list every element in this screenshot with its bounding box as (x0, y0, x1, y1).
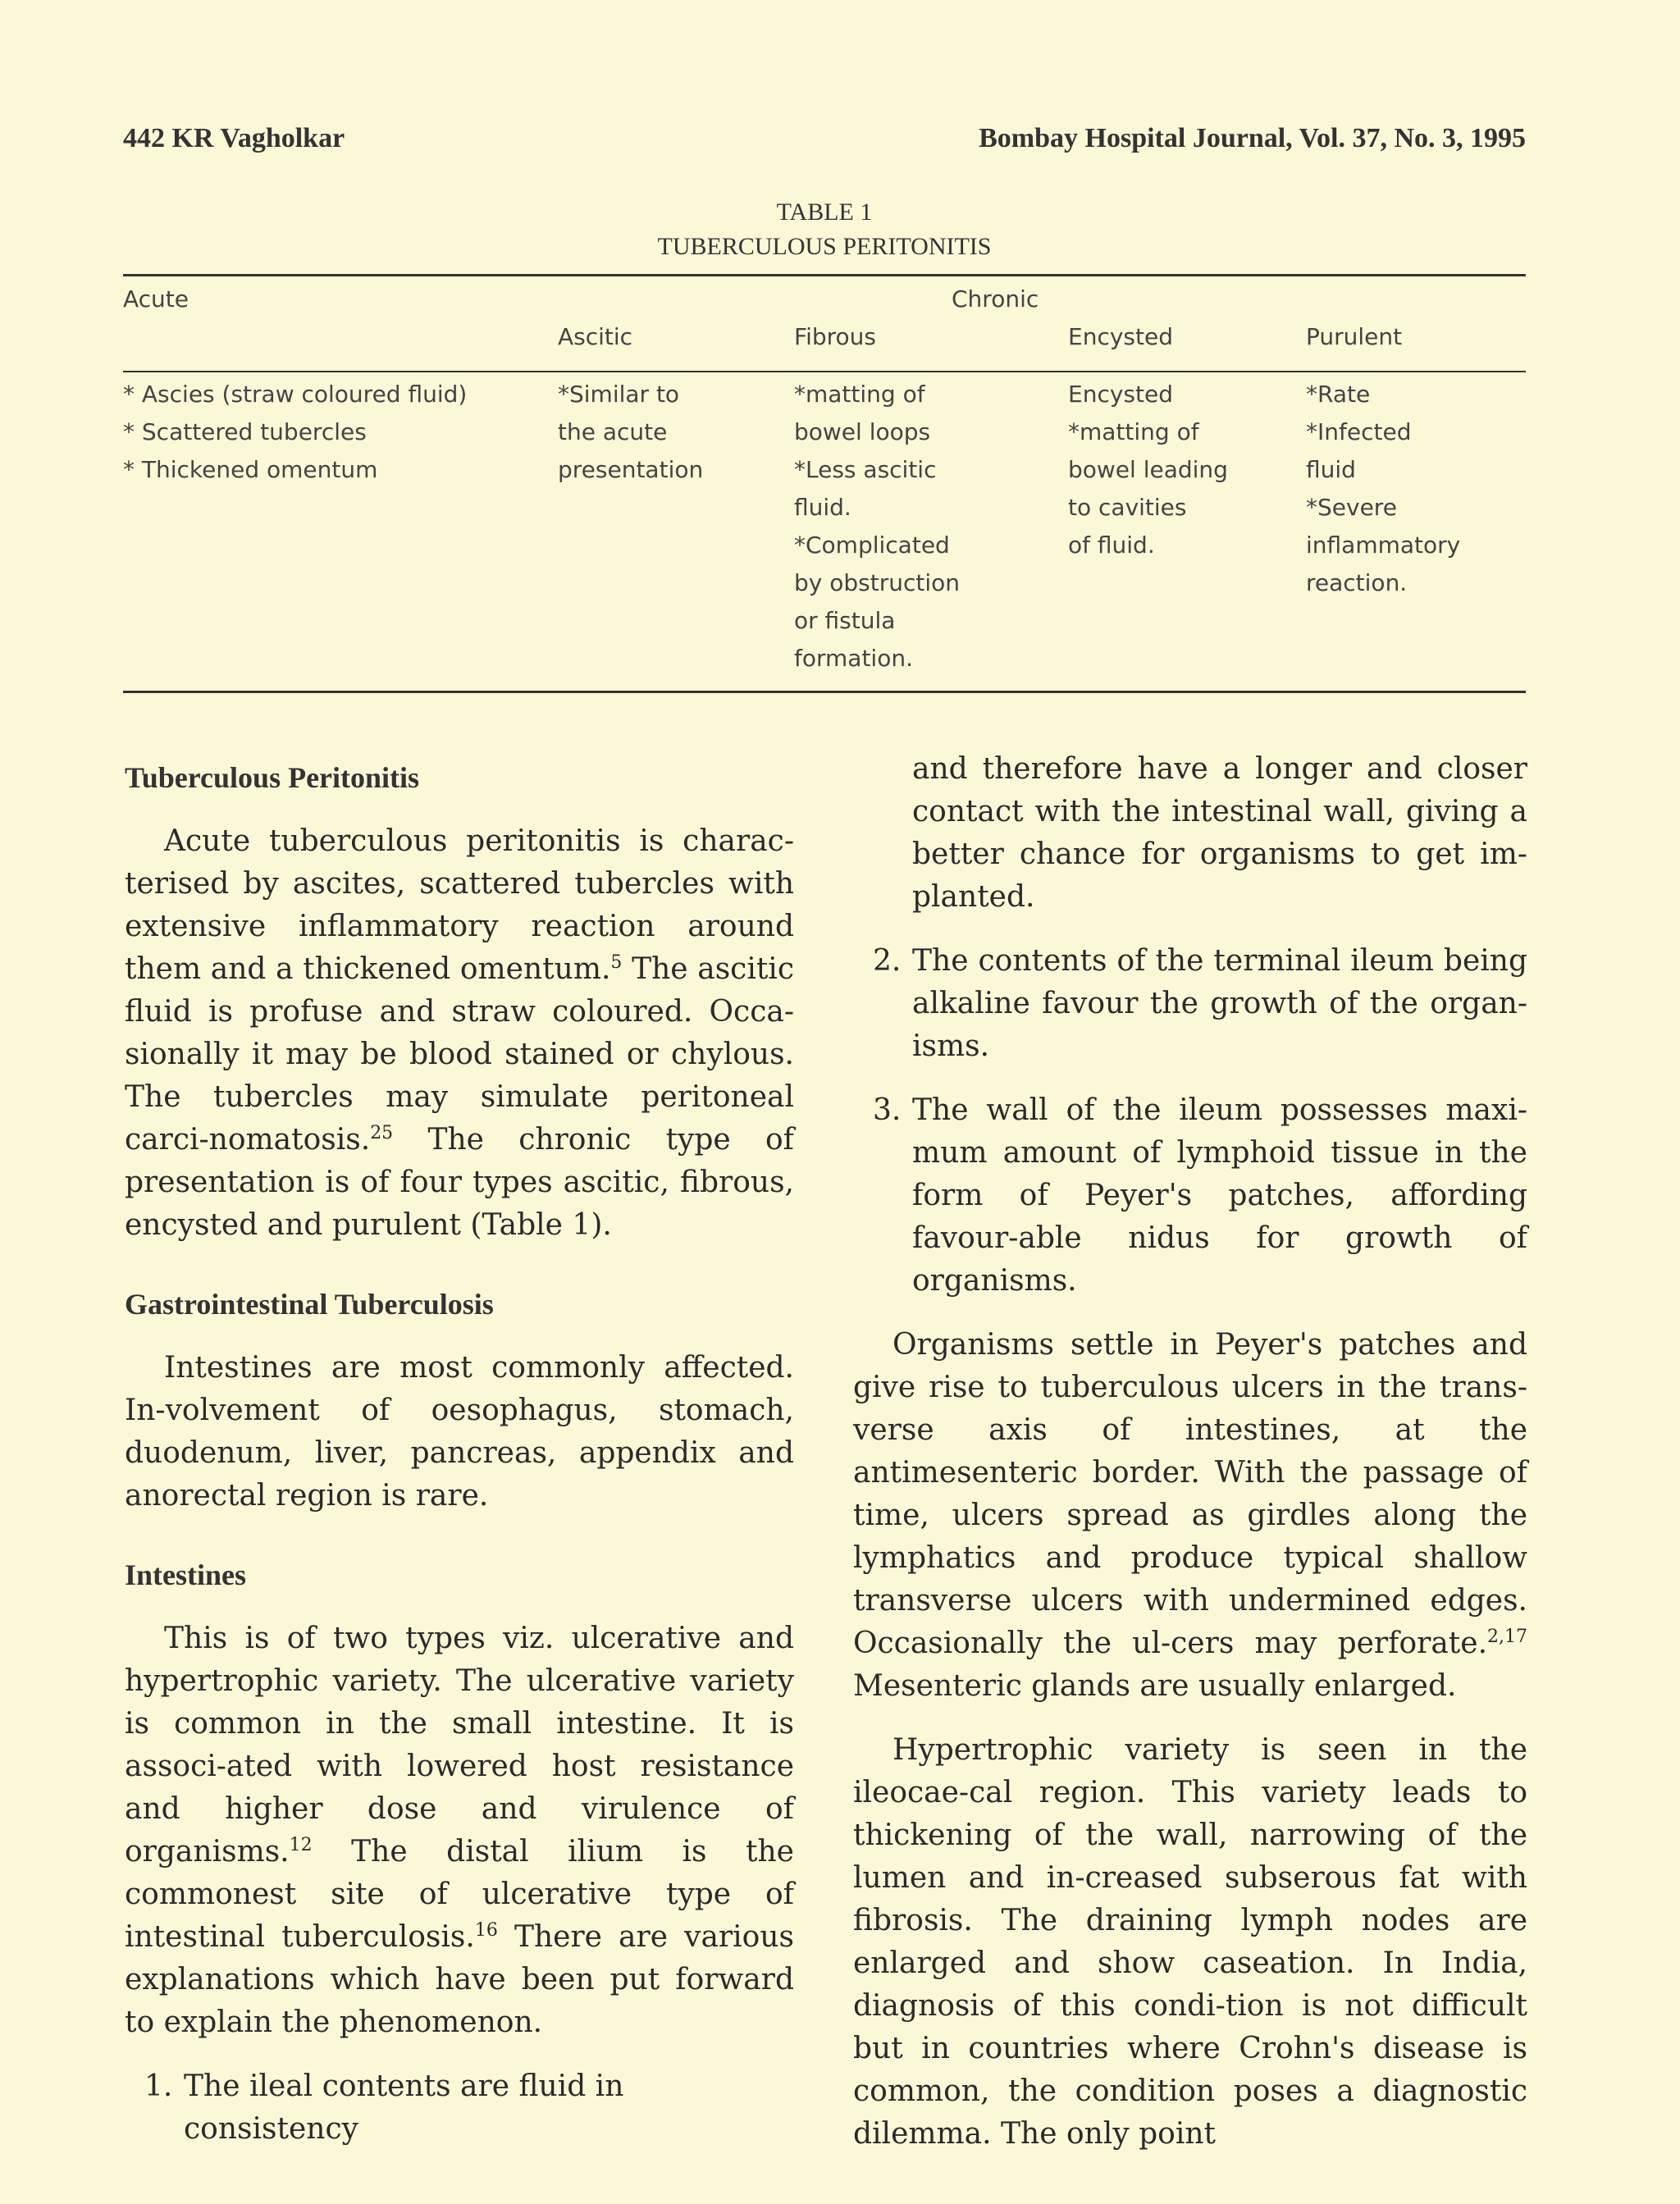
cell-line: *Less ascitic (794, 456, 937, 483)
right-column (853, 748, 1527, 2156)
list-item-continued (853, 748, 1527, 919)
col-encysted-heading: Encysted (1068, 323, 1173, 350)
list-item (853, 940, 1527, 1068)
text: The chronic type of presentation is of four types ascitic, fibrous, encysted and purulent (Table 1). (125, 1123, 794, 1242)
citation: 12 (289, 1835, 313, 1855)
text: There are various explanations which have been put forward to explain the phenomenon. (125, 1920, 794, 2039)
cell-line: by obstruction (794, 569, 961, 596)
text: This is of two types viz. ulcerative and hypertrophic variety. The ulcerative variety is common in the small intestine. It is associ-ated with lowered host resistance and higher dose and virulence of organisms. (125, 1622, 794, 1869)
table-number: TABLE 1 (776, 198, 873, 226)
cell-line: fluid. (794, 494, 851, 521)
cell-encysted (1068, 376, 1228, 564)
cell-purulent (1306, 376, 1460, 602)
col-ascitic-heading: Ascitic (558, 323, 633, 350)
cell-line: *matting of (794, 381, 925, 408)
cell-line: reaction. (1306, 569, 1408, 596)
list-text: The wall of the ileum possesses maxi-mum amount of lymphoid tissue in the form of Peyer's patches, affording favour-able nidus for growth of organisms. (912, 1093, 1527, 1298)
cell-ascitic (558, 376, 703, 489)
header-left: 442 KR Vagholkar (123, 123, 345, 153)
cell-line: or fistula (794, 607, 896, 634)
header-right: Bombay Hospital Journal, Vol. 37, No. 3, 1995 (979, 123, 1526, 153)
col-chronic-heading: Chronic (952, 285, 1039, 313)
paragraph-gi: Intestines are most commonly affected. In-volvement of oesophagus, stomach, duodenum, liver, pancreas, appendix and anorectal region is rare. (125, 1351, 794, 1513)
paragraph-peritonitis (125, 820, 794, 1247)
heading-tuberculous-peritonitis: Tuberculous Peritonitis (125, 761, 420, 794)
citation: 5 (610, 952, 623, 973)
list-text: The contents of the terminal ileum being alkaline favour the growth of the organ-isms. (912, 944, 1527, 1063)
table-title: TUBERCULOUS PERITONITIS (657, 233, 992, 260)
cell-line: * Scattered tubercles (123, 418, 367, 445)
list-text: The ileal contents are fluid in consistency (184, 2069, 624, 2146)
col-fibrous-heading: Fibrous (794, 323, 876, 350)
cell-acute (123, 376, 467, 489)
citation: 25 (370, 1123, 394, 1143)
paragraph-intestines (125, 1618, 794, 2044)
cell-line: formation. (794, 645, 913, 672)
list-text: and therefore have a longer and closer contact with the intestinal wall, giving a better chance for organisms to get im-planted. (912, 752, 1527, 914)
cell-line: presentation (558, 456, 704, 483)
cell-line: * Ascies (straw coloured fluid) (123, 381, 468, 408)
table-header (123, 279, 1526, 369)
paragraph-organisms (853, 1324, 1527, 1708)
citation: 16 (474, 1920, 498, 1941)
heading-intestines: Intestines (125, 1558, 247, 1591)
cell-line: *Complicated (794, 532, 950, 559)
left-column (125, 746, 794, 2151)
table-caption (123, 195, 1526, 264)
text: Mesenteric glands are usually enlarged. (853, 1669, 1457, 1703)
text: The ascitic fluid is profuse and straw coloured. Occa-sionally it may be blood stained or chylous. The tubercles may simulate peritoneal carci-nomatosis. (125, 952, 794, 1157)
cell-line: *Similar to (558, 381, 680, 408)
citation: 2,17 (1487, 1627, 1527, 1647)
table-bottom-rule (123, 691, 1526, 693)
paragraph-hypertrophic: Hypertrophic variety is seen in the ileocae-cal region. This variety leads to thickening of the wall, narrowing of the lumen and in-creased subserous fat with fibrosis. The draining lymph nodes are enlarged and show caseation. In India, diagnosis of this condi-tion is not difficult but in countries where Crohn's disease is common, the condition poses a diagnostic dilemma. The only point (853, 1733, 1527, 2151)
list-number: 1. (144, 2069, 173, 2103)
text: The distal ilium is the commonest site of ulcerative type of intestinal tuberculosis. (125, 1835, 794, 1954)
cell-line: *Infected (1306, 418, 1412, 445)
table-top-rule (123, 274, 1526, 276)
cell-line: of fluid. (1068, 532, 1155, 559)
cell-fibrous (794, 376, 960, 678)
col-purulent-heading: Purulent (1306, 323, 1403, 350)
list-item (853, 1089, 1527, 1303)
cell-line: bowel leading (1068, 456, 1228, 483)
cell-line: Encysted (1068, 381, 1173, 408)
text: Organisms settle in Peyer's patches and give rise to tuberculous ulcers in the trans-verse axis of intestines, at the antimesenteric border. With the passage of time, ulcers spread as girdles along the lymphatics and produce typical shallow transverse ulcers with undermined edges. Occasionally the ul-cers may perforate. (853, 1328, 1527, 1660)
cell-line: *Rate (1306, 381, 1371, 408)
text: Acute tuberculous peritonitis is charac-terised by ascites, scattered tubercles with extensive inflammatory reaction around them and a thickened omentum. (125, 824, 794, 986)
list-item (125, 2065, 794, 2151)
cell-line: inflammatory (1306, 532, 1461, 559)
cell-line: *Severe (1306, 494, 1397, 521)
cell-line: to cavities (1068, 494, 1187, 521)
table-header-rule (123, 371, 1526, 372)
cell-line: *matting of (1068, 418, 1199, 445)
list-number: 2. (873, 944, 902, 978)
cell-line: * Thickened omentum (123, 456, 378, 483)
list-number: 3. (873, 1093, 902, 1127)
col-acute-heading: Acute (123, 285, 189, 313)
running-header (123, 123, 1526, 172)
list-spacer (853, 748, 912, 919)
heading-gi-tuberculosis: Gastrointestinal Tuberculosis (125, 1288, 494, 1321)
cell-line: the acute (558, 418, 668, 445)
cell-line: fluid (1306, 456, 1356, 483)
table-body (123, 376, 1526, 687)
cell-line: bowel loops (794, 418, 931, 445)
